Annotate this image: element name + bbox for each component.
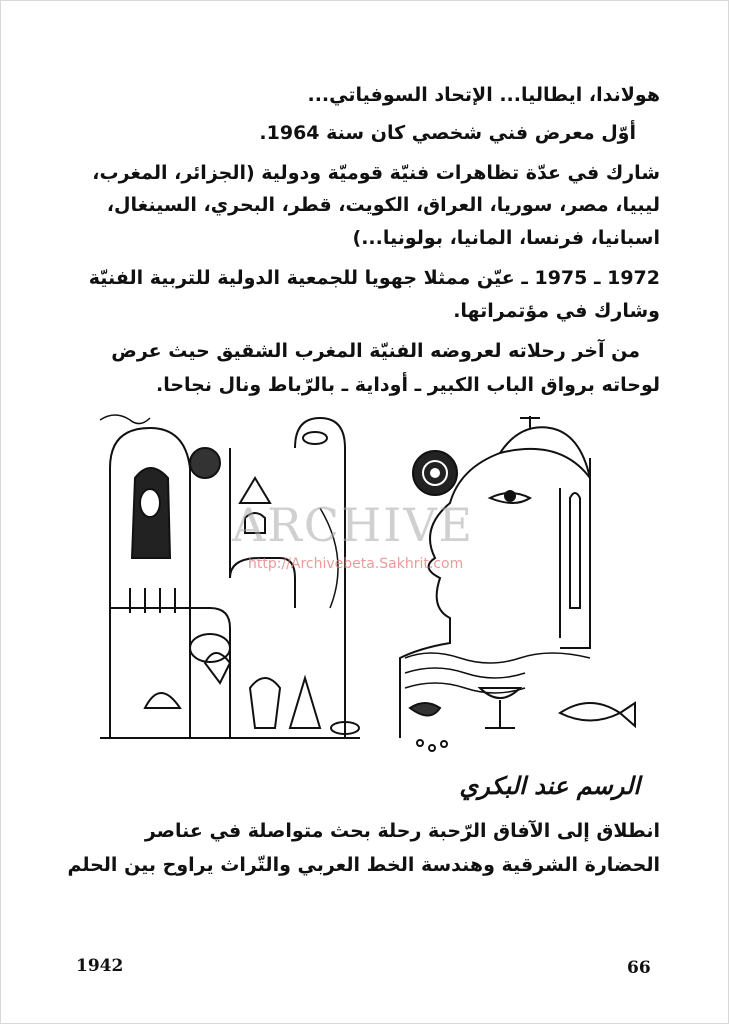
body-line-2: أوّل معرض فني شخصي كان سنة 1964. xyxy=(259,122,636,144)
section-heading: الرسم عند البكري xyxy=(459,772,640,800)
body-line-8: من آخر رحلاته لعروضه الفنيّة المغرب الشقيق حيث عرض xyxy=(111,340,640,362)
body-line-5: اسبانيا، فرنسا، المانيا، بولونيا...) xyxy=(352,227,660,249)
page-number: 66 xyxy=(627,958,651,978)
section-line-2: الحضارة الشرقية وهندسة الخط العربي والتّراث يراوح بين الحلم xyxy=(67,854,660,876)
watermark-text: ARCHIVE xyxy=(232,498,475,552)
section-line-1: انطلاق إلى الآفاق الرّحبة رحلة بحث متواصلة في عناصر xyxy=(144,820,660,842)
body-line-4: ليبيا، مصر، سوريا، العراق، الكويت، قطر، البحري، السينغال، xyxy=(106,194,660,216)
illustration xyxy=(90,408,650,768)
body-line-1: هولاندا، ايطاليا... الإتحاد السوفياتي... xyxy=(307,84,660,106)
watermark-url: http://Archivebeta.Sakhrit.com xyxy=(248,556,464,572)
body-line-3: شارك في عدّة تظاهرات فنيّة قوميّة ودولية (الجزائر، المغرب، xyxy=(92,162,660,184)
footer-left-number: 1942 xyxy=(76,956,124,976)
body-line-7: وشارك في مؤتمراتها. xyxy=(453,300,660,322)
body-line-9: لوحاته برواق الباب الكبير ـ أوداية ـ بالرّباط ونال نجاحا. xyxy=(155,374,660,396)
body-line-6: 1972 ـ 1975 ـ عيّن ممثلا جهويا للجمعية الدولية للتربية الفنيّة xyxy=(88,267,660,289)
